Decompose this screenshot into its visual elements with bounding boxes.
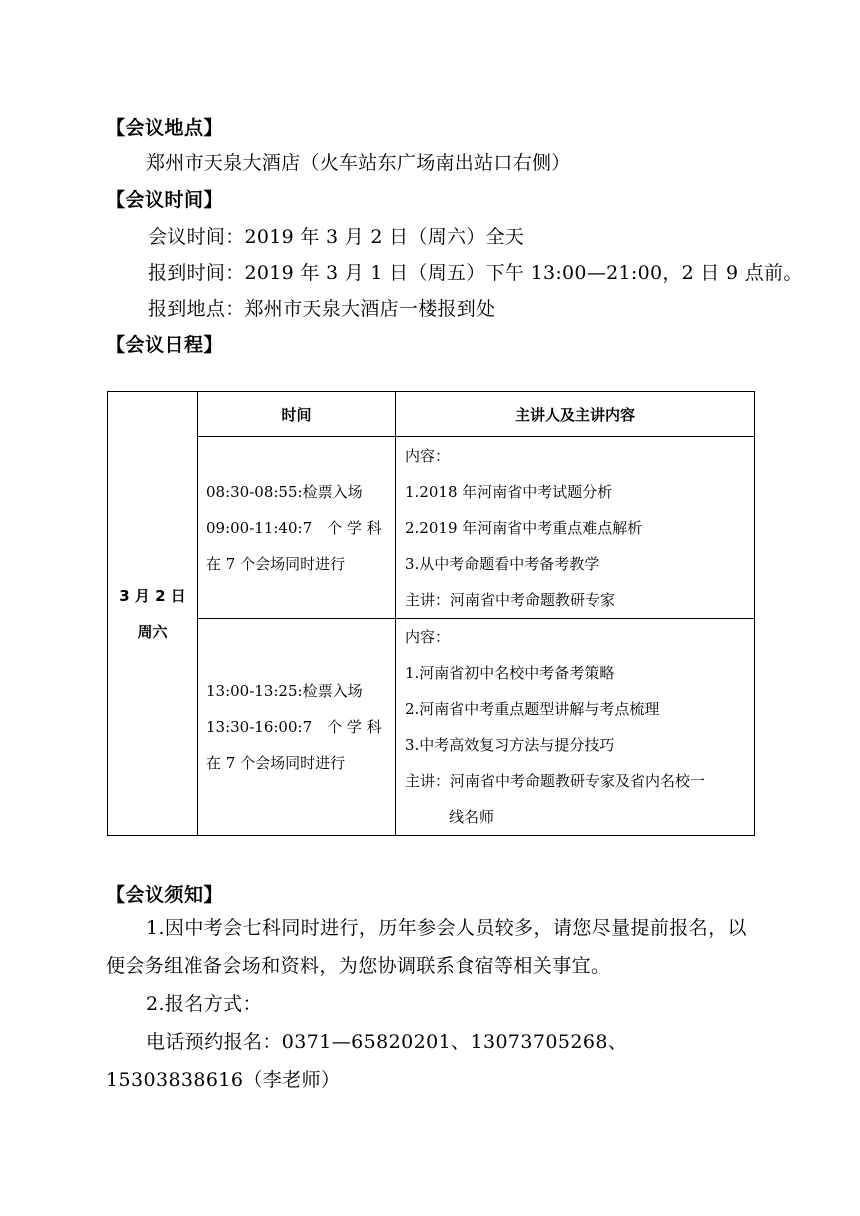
venue-heading: 【会议地点】 <box>106 117 224 139</box>
speaker-line-continued: 线名师 <box>449 808 495 826</box>
date-line: 3 月 2 日 <box>119 586 186 605</box>
speaker-line: 主讲：河南省中考命题教研专家及省内名校一 <box>405 772 706 790</box>
content-item: 3.从中考命题看中考备考教学 <box>405 554 600 573</box>
session-content-cell <box>396 437 755 619</box>
weekday-line: 周六 <box>137 622 168 641</box>
column-header-content: 主讲人及主讲内容 <box>396 392 755 437</box>
content-item: 1.2018 年河南省中考试题分析 <box>405 482 613 501</box>
content-label: 内容： <box>405 446 451 465</box>
date-cell <box>108 392 198 836</box>
session-time-cell <box>198 437 396 619</box>
time-line: 在 7 个会场同时进行 <box>206 554 346 573</box>
column-header-time: 时间 <box>198 392 396 437</box>
schedule-table <box>107 391 755 836</box>
checkin-place: 报到地点：郑州市天泉大酒店一楼报到处 <box>148 298 496 320</box>
content-item: 2.2019 年河南省中考重点难点解析 <box>405 518 643 537</box>
time-line: 13:00-13:25:检票入场 <box>206 682 363 700</box>
table-header-row <box>108 392 755 437</box>
time-line: 在 7 个会场同时进行 <box>206 754 346 772</box>
content-item: 1.河南省初中名校中考备考策略 <box>405 664 615 682</box>
time-line: 13:30-16:00:7 个 学 科 <box>206 718 382 736</box>
content-item: 2.河南省中考重点题型讲解与考点梳理 <box>405 700 660 718</box>
time-line: 08:30-08:55:检票入场 <box>206 482 363 501</box>
table-row <box>108 437 755 619</box>
checkin-time: 报到时间：2019 年 3 月 1 日（周五）下午 13:00—21:00，2 日 9 点前。 <box>148 262 803 284</box>
notice-paragraph-2: 2.报名方式： <box>146 993 262 1015</box>
speaker-line: 主讲：河南省中考命题教研专家 <box>405 590 616 609</box>
venue-text: 郑州市天泉大酒店（火车站东广场南出站口右侧） <box>146 152 571 174</box>
session-content-cell <box>396 619 755 836</box>
content-item: 3.中考高效复习方法与提分技巧 <box>405 736 615 754</box>
session-time-cell <box>198 619 396 836</box>
notice-heading: 【会议须知】 <box>106 884 224 906</box>
schedule-heading: 【会议日程】 <box>106 334 224 356</box>
notice-paragraph-1: 1.因中考会七科同时进行，历年参会人员较多，请您尽量提前报名，以便会务组准备会场和资料，为您协调联系食宿等相关事宜。 <box>106 917 747 977</box>
notice-paragraph-3: 电话预约报名：0371—65820201、13073705268、15303838616（李老师） <box>106 1031 628 1091</box>
time-line: 09:00-11:40:7 个 学 科 <box>206 518 382 537</box>
meeting-time: 会议时间：2019 年 3 月 2 日（周六）全天 <box>148 226 525 248</box>
time-heading: 【会议时间】 <box>106 189 224 211</box>
content-label: 内容： <box>405 628 451 646</box>
table-row <box>108 619 755 836</box>
